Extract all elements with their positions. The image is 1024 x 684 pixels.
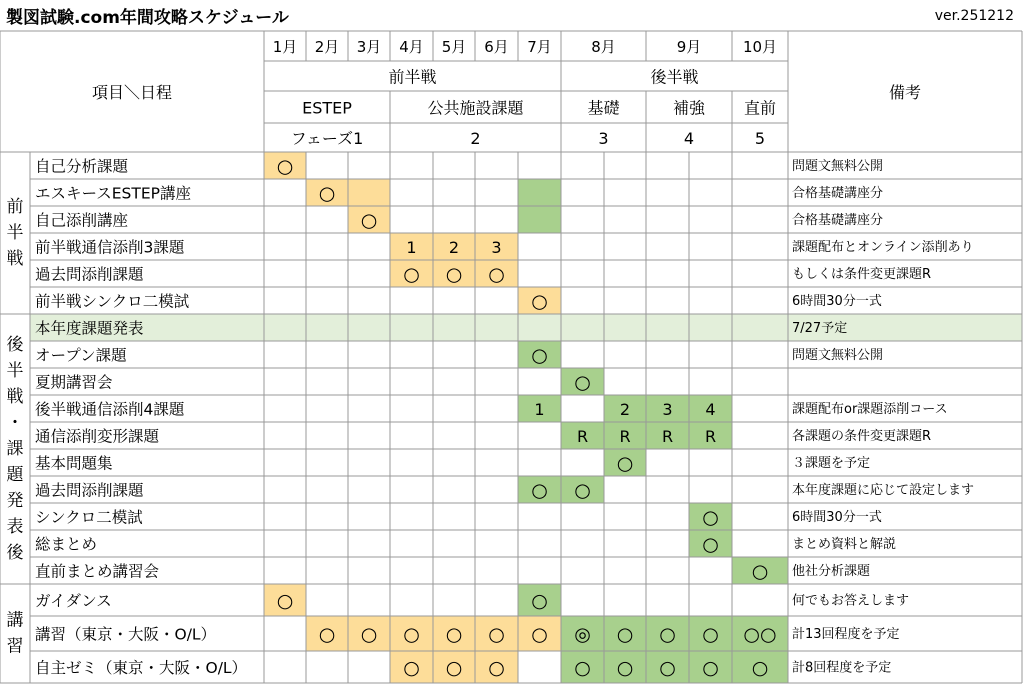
row-remark: 7/27予定	[792, 321, 848, 336]
row-label: 自己添削講座	[35, 211, 129, 230]
row-remark: もしくは条件変更課題R	[792, 267, 932, 282]
phase-label: 5	[754, 129, 766, 148]
phase-label: フェーズ1	[290, 129, 364, 148]
row-label: エスキースESTEP講座	[35, 184, 191, 203]
row-remark: ３課題を予定	[792, 456, 871, 471]
cell-mark: ○	[659, 623, 676, 646]
stage-label: 補強	[672, 98, 706, 118]
row-label: オープン課題	[35, 346, 127, 365]
row-label: 直前まとめ講習会	[35, 562, 160, 581]
row-remark: 6時間30分一式	[792, 294, 882, 309]
row-remark: 計13回程度を予定	[792, 627, 900, 642]
cell-mark: ○	[360, 209, 378, 232]
month-label: 7月	[527, 38, 552, 56]
row-remark: 課題配布とオンライン添削あり	[792, 240, 974, 255]
schedule-cell-fill	[518, 206, 561, 233]
phase-label: 4	[683, 129, 695, 148]
cell-number: 2	[619, 400, 631, 419]
cell-mark: ○○	[743, 623, 777, 646]
schedule-table	[0, 30, 1023, 684]
cell-mark: ○	[702, 657, 719, 679]
phase-label: 2	[470, 129, 481, 148]
row-remark: 合格基礎講座分	[792, 213, 884, 228]
cell-number: R	[619, 427, 631, 446]
row-label: 前半戦シンクロ二模試	[35, 292, 190, 311]
month-label: 6月	[484, 38, 509, 56]
row-remark: 各課題の条件変更課題R	[792, 429, 932, 444]
row-label: 自己分析課題	[35, 157, 129, 176]
row-label: 前半戦通信添削3課題	[35, 238, 185, 257]
row-label: 過去問添削課題	[35, 481, 144, 500]
month-label: 10月	[742, 38, 778, 56]
row-label: 総まとめ	[35, 535, 98, 554]
cell-mark: ○	[751, 657, 769, 679]
cell-mark: ○	[445, 263, 463, 286]
stage-label: 直前	[743, 98, 777, 118]
cell-number: 4	[705, 400, 716, 419]
row-remark: 計8回程度を予定	[792, 660, 892, 676]
cell-mark: ○	[488, 657, 505, 679]
row-remark: 6時間30分一式	[792, 510, 882, 525]
month-label: 4月	[399, 38, 424, 56]
month-label: 9月	[676, 38, 702, 56]
row-remark: 合格基礎講座分	[792, 186, 884, 201]
cell-number: 3	[491, 238, 502, 257]
cell-mark: ○	[318, 623, 336, 646]
cell-mark: ○	[574, 479, 591, 502]
row-label: 過去問添削課題	[35, 265, 144, 284]
version-label: ver.251212	[934, 8, 1014, 24]
cell-number: 1	[534, 400, 545, 419]
row-remark: 問題文無料公開	[792, 159, 884, 174]
stage-label: 基礎	[587, 98, 620, 118]
cell-mark: ○	[403, 623, 420, 646]
cell-mark: ○	[531, 479, 548, 502]
cell-mark: ○	[403, 263, 420, 286]
cell-mark: ○	[531, 623, 548, 646]
cell-mark: ○	[360, 623, 378, 646]
cell-number: 2	[448, 238, 460, 257]
row-label: 本年度課題発表	[35, 319, 144, 338]
schedule-cell-fill	[518, 179, 561, 206]
row-label: 後半戦通信添削4課題	[35, 400, 185, 419]
cell-mark: ○	[531, 344, 548, 367]
cell-mark: ○	[445, 657, 463, 679]
cell-mark: ○	[403, 657, 420, 679]
month-label: 1月	[272, 38, 298, 56]
group-label: 前半戦	[6, 197, 24, 269]
cell-number: R	[576, 427, 589, 446]
cell-mark: ○	[276, 590, 294, 612]
cell-mark: ○	[702, 533, 719, 556]
group-label: 講習	[6, 610, 24, 657]
month-label: 2月	[314, 38, 340, 56]
row-remark: 本年度課題に応じて設定します	[792, 483, 975, 498]
row-label: 講習（東京・大阪・O/L）	[35, 625, 217, 644]
row-label: ガイダンス	[35, 592, 112, 610]
row-label: 自主ゼミ（東京・大阪・O/L）	[35, 659, 248, 677]
cell-mark: ○	[276, 155, 294, 178]
row-remark: 問題文無料公開	[792, 348, 884, 363]
cell-mark: ○	[445, 623, 463, 646]
announcement-band	[30, 314, 1022, 341]
stage-label: ESTEP	[302, 98, 352, 118]
cell-mark: ○	[702, 623, 719, 646]
group-label: 後半戦・課題発表後	[6, 335, 24, 563]
schedule-cell-fill	[348, 179, 390, 206]
cell-mark: ○	[531, 290, 548, 313]
cell-mark: ○	[574, 371, 591, 394]
cell-number: R	[704, 427, 717, 446]
cell-number: 3	[662, 400, 673, 419]
half-label: 後半戦	[650, 67, 699, 87]
cell-mark: ○	[702, 506, 719, 529]
row-label: 通信添削変形課題	[35, 427, 160, 446]
row-label: 夏期講習会	[35, 373, 113, 392]
month-label: 8月	[591, 38, 616, 56]
month-label: 5月	[441, 38, 467, 56]
cell-mark: ○	[488, 263, 505, 286]
cell-number: 1	[406, 238, 417, 257]
cell-mark: ○	[616, 657, 634, 679]
remarks-header: 備考	[888, 83, 922, 102]
cell-mark: ○	[751, 560, 769, 583]
cell-mark: ○	[574, 657, 591, 679]
stage-label: 公共施設課題	[427, 98, 524, 118]
row-remark: 課題配布or課題添削コース	[792, 402, 948, 417]
half-label: 前半戦	[388, 67, 437, 87]
cell-mark: ○	[659, 657, 676, 679]
row-label: シンクロ二模試	[35, 508, 143, 527]
cell-mark: ○	[616, 623, 634, 646]
cell-mark: ○	[488, 623, 505, 646]
row-remark: まとめ資料と解説	[792, 537, 897, 552]
cell-mark: ○	[318, 182, 336, 205]
row-remark: 何でもお答えします	[792, 593, 910, 609]
cell-mark: ◎	[574, 623, 591, 646]
page-title: 製図試験.com年間攻略スケジュール	[6, 8, 289, 28]
corner-label: 項目＼日程	[91, 83, 173, 102]
row-label: 基本問題集	[35, 454, 113, 473]
month-label: 3月	[356, 38, 382, 56]
row-remark: 他社分析課題	[792, 564, 871, 579]
cell-number: R	[661, 427, 674, 446]
phase-label: 3	[598, 129, 609, 148]
cell-mark: ○	[616, 452, 634, 475]
cell-mark: ○	[531, 590, 548, 612]
